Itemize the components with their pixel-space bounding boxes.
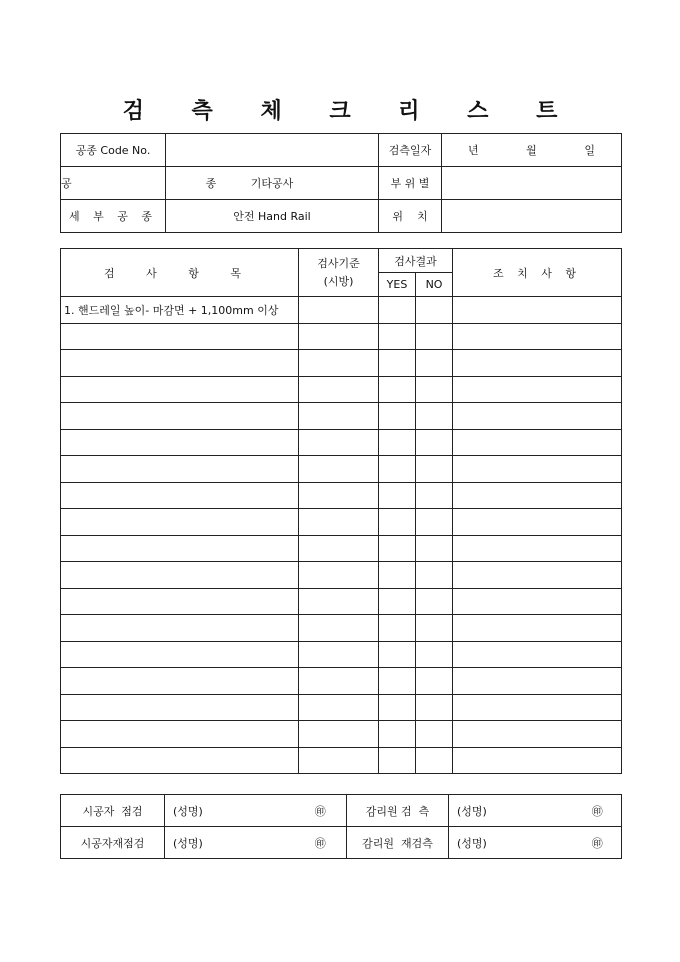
contractor-check-seal: ㊞ (295, 795, 347, 827)
standard-cell[interactable] (299, 668, 379, 695)
no-cell[interactable] (416, 350, 453, 377)
standard-cell[interactable] (299, 562, 379, 589)
item-text[interactable] (61, 429, 299, 456)
no-cell[interactable] (416, 747, 453, 774)
yes-cell[interactable] (379, 456, 416, 483)
action-cell[interactable] (453, 615, 622, 642)
no-cell[interactable] (416, 509, 453, 536)
no-cell[interactable] (416, 562, 453, 589)
code-value[interactable] (166, 134, 379, 167)
table-row (61, 535, 622, 562)
contractor-check-name[interactable]: (성명) (165, 795, 295, 827)
no-cell[interactable] (416, 403, 453, 430)
header-item: 검 사 항 목 (61, 249, 299, 297)
yes-cell[interactable] (379, 562, 416, 589)
table-row (61, 694, 622, 721)
no-cell[interactable] (416, 297, 453, 324)
item-text[interactable]: 1. 핸드레일 높이- 마감면 + 1,100mm 이상 (61, 297, 299, 324)
header-result: 검사결과 (379, 249, 453, 273)
action-cell[interactable] (453, 694, 622, 721)
info-table (60, 133, 622, 233)
table-row (61, 429, 622, 456)
supervisor-recheck-label: 감리원 재검측 (347, 827, 449, 859)
item-text[interactable] (61, 747, 299, 774)
action-cell[interactable] (453, 376, 622, 403)
item-text[interactable] (61, 668, 299, 695)
item-text[interactable] (61, 403, 299, 430)
item-rows (61, 297, 622, 774)
info-row-work (61, 167, 622, 200)
item-text[interactable] (61, 456, 299, 483)
table-row (61, 482, 622, 509)
item-text[interactable] (61, 562, 299, 589)
item-text[interactable] (61, 641, 299, 668)
contractor-recheck-label: 시공자재점검 (61, 827, 165, 859)
standard-cell[interactable] (299, 456, 379, 483)
table-row (61, 509, 622, 536)
date-day: 일 (584, 144, 595, 157)
standard-cell[interactable] (299, 641, 379, 668)
action-cell[interactable] (453, 721, 622, 748)
supervisor-check-seal: ㊞ (574, 795, 622, 827)
item-text[interactable] (61, 694, 299, 721)
date-value[interactable] (442, 134, 622, 167)
yes-cell[interactable] (379, 350, 416, 377)
action-cell[interactable] (453, 456, 622, 483)
items-header-row (61, 249, 622, 273)
item-text[interactable] (61, 482, 299, 509)
table-row (61, 323, 622, 350)
no-cell[interactable] (416, 456, 453, 483)
yes-cell[interactable] (379, 588, 416, 615)
yes-cell[interactable] (379, 615, 416, 642)
part-value[interactable] (442, 167, 622, 200)
work-label: 공 종 (61, 167, 166, 200)
table-row (61, 456, 622, 483)
yes-cell[interactable] (379, 535, 416, 562)
standard-cell[interactable] (299, 747, 379, 774)
item-text[interactable] (61, 350, 299, 377)
yes-cell[interactable] (379, 323, 416, 350)
part-label: 부 위 별 (379, 167, 442, 200)
action-cell[interactable] (453, 535, 622, 562)
no-cell[interactable] (416, 694, 453, 721)
yes-cell[interactable] (379, 376, 416, 403)
standard-cell[interactable] (299, 323, 379, 350)
signature-table (60, 794, 622, 859)
info-row-code (61, 134, 622, 167)
yes-cell[interactable] (379, 641, 416, 668)
standard-cell[interactable] (299, 429, 379, 456)
yes-cell[interactable] (379, 482, 416, 509)
supervisor-check-name[interactable]: (성명) (449, 795, 574, 827)
action-cell[interactable] (453, 509, 622, 536)
no-cell[interactable] (416, 641, 453, 668)
table-row (61, 747, 622, 774)
standard-cell[interactable] (299, 509, 379, 536)
location-value[interactable] (442, 200, 622, 233)
action-cell[interactable] (453, 403, 622, 430)
action-cell[interactable] (453, 297, 622, 324)
sign-row-check (61, 795, 622, 827)
table-row (61, 350, 622, 377)
no-cell[interactable] (416, 535, 453, 562)
contractor-recheck-name[interactable]: (성명) (165, 827, 295, 859)
contractor-recheck-seal: ㊞ (295, 827, 347, 859)
table-row (61, 297, 622, 324)
detail-value[interactable]: 안전 Hand Rail (166, 200, 379, 233)
item-text[interactable] (61, 588, 299, 615)
header-no: NO (416, 273, 453, 297)
action-cell[interactable] (453, 562, 622, 589)
item-text[interactable] (61, 509, 299, 536)
action-cell[interactable] (453, 668, 622, 695)
action-cell[interactable] (453, 350, 622, 377)
yes-cell[interactable] (379, 297, 416, 324)
supervisor-check-label: 감리원 검 측 (347, 795, 449, 827)
standard-cell[interactable] (299, 482, 379, 509)
supervisor-recheck-name[interactable]: (성명) (449, 827, 574, 859)
supervisor-recheck-seal: ㊞ (574, 827, 622, 859)
item-text[interactable] (61, 721, 299, 748)
item-text[interactable] (61, 535, 299, 562)
date-month: 월 (526, 144, 537, 157)
action-cell[interactable] (453, 641, 622, 668)
standard-cell[interactable] (299, 403, 379, 430)
sign-row-recheck (61, 827, 622, 859)
work-value[interactable]: 기타공사 (166, 167, 379, 200)
action-cell[interactable] (453, 429, 622, 456)
yes-cell[interactable] (379, 668, 416, 695)
yes-cell[interactable] (379, 403, 416, 430)
standard-cell[interactable] (299, 588, 379, 615)
standard-cell[interactable] (299, 376, 379, 403)
no-cell[interactable] (416, 429, 453, 456)
header-standard: 검사기준 (시방) (299, 249, 379, 297)
no-cell[interactable] (416, 376, 453, 403)
standard-cell[interactable] (299, 615, 379, 642)
date-year: 년 (468, 144, 479, 157)
info-row-detail (61, 200, 622, 233)
item-text[interactable] (61, 323, 299, 350)
standard-cell[interactable] (299, 297, 379, 324)
action-cell[interactable] (453, 747, 622, 774)
standard-cell[interactable] (299, 721, 379, 748)
item-text[interactable] (61, 615, 299, 642)
code-label: 공종 Code No. (61, 134, 166, 167)
contractor-check-label: 시공자 점검 (61, 795, 165, 827)
yes-cell[interactable] (379, 429, 416, 456)
table-row (61, 668, 622, 695)
table-row (61, 403, 622, 430)
standard-cell[interactable] (299, 694, 379, 721)
location-label: 위 치 (379, 200, 442, 233)
detail-label: 세 부 공 종 (61, 200, 166, 233)
no-cell[interactable] (416, 588, 453, 615)
action-cell[interactable] (453, 323, 622, 350)
table-row (61, 376, 622, 403)
table-row (61, 562, 622, 589)
header-yes: YES (379, 273, 416, 297)
action-cell[interactable] (453, 588, 622, 615)
date-label: 검측일자 (379, 134, 442, 167)
yes-cell[interactable] (379, 694, 416, 721)
no-cell[interactable] (416, 482, 453, 509)
table-row (61, 588, 622, 615)
action-cell[interactable] (453, 482, 622, 509)
yes-cell[interactable] (379, 721, 416, 748)
no-cell[interactable] (416, 615, 453, 642)
table-row (61, 721, 622, 748)
item-text[interactable] (61, 376, 299, 403)
page-title: 검 측 체 크 리 스 트 (122, 98, 578, 124)
yes-cell[interactable] (379, 509, 416, 536)
table-row (61, 641, 622, 668)
yes-cell[interactable] (379, 747, 416, 774)
standard-cell[interactable] (299, 350, 379, 377)
standard-cell[interactable] (299, 535, 379, 562)
header-action: 조 치 사 항 (453, 249, 622, 297)
no-cell[interactable] (416, 668, 453, 695)
no-cell[interactable] (416, 323, 453, 350)
inspection-table (60, 248, 622, 774)
table-row (61, 615, 622, 642)
no-cell[interactable] (416, 721, 453, 748)
